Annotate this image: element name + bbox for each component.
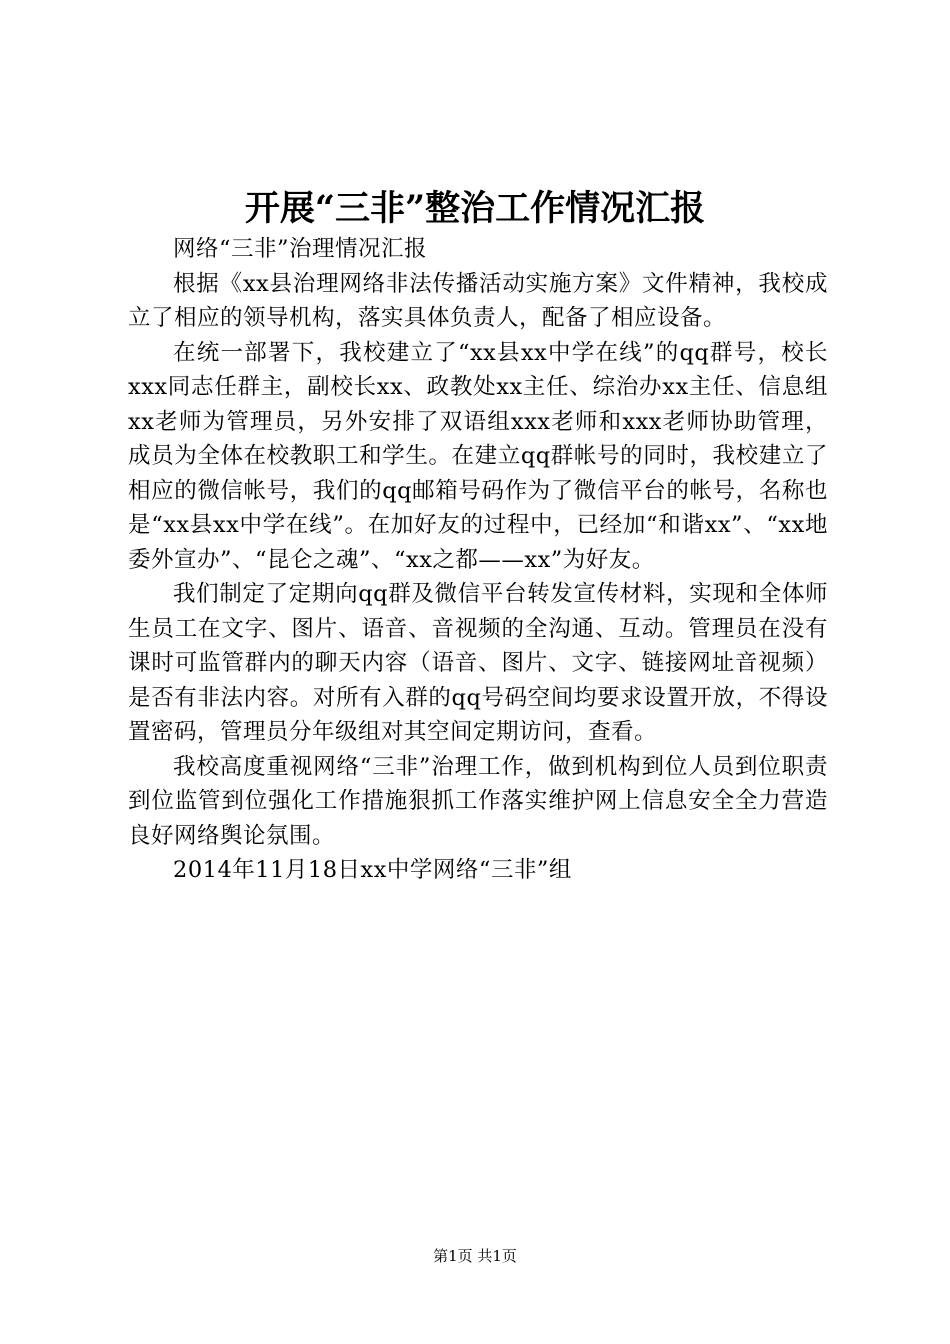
body-paragraph: 我们制定了定期向qq群及微信平台转发宣传材料，实现和全体师生员工在文字、图片、语音、音视频的全沟通、互动。管理员在没有课时可监管群内的聊天内容（语音、图片、文字、链接网址音视频）是否有非法内容。对所有入群的qq号码空间均要求设置开放，不得设置密码，管理员分年级组对其空间定期访问，查看。 (128, 581, 828, 745)
document-body (128, 232, 828, 888)
page-number-footer: 第1页 共1页 (433, 1247, 517, 1265)
date-signature-paragraph: 2014年11月18日xx中学网络“三非”组 (173, 857, 572, 883)
subtitle-paragraph: 网络“三非”治理情况汇报 (173, 236, 428, 262)
body-paragraph: 根据《xx县治理网络非法传播活动实施方案》文件精神，我校成立了相应的领导机构，落实具体负责人，配备了相应设备。 (128, 270, 828, 331)
body-paragraph: 在统一部署下，我校建立了“xx县xx中学在线”的qq群号，校长xxx同志任群主，副校长xx、政教处xx主任、综治办xx主任、信息组xx老师为管理员，另外安排了双语组xxx老师和xxx老师协助管理，成员为全体在校教职工和学生。在建立qq群帐号的同时，我校建立了相应的微信帐号，我们的qq邮箱号码作为了微信平台的帐号，名称也是“xx县xx中学在线”。在加好友的过程中，已经加“和谐xx”、“xx地委外宣办”、“昆仑之魂”、“xx之都——xx”为好友。 (128, 339, 828, 573)
body-paragraph: 我校高度重视网络“三非”治理工作，做到机构到位人员到位职责到位监管到位强化工作措施狠抓工作落实维护网上信息安全全力营造良好网络舆论氛围。 (128, 753, 828, 849)
document-title: 开展“三非”整治工作情况汇报 (244, 188, 706, 229)
